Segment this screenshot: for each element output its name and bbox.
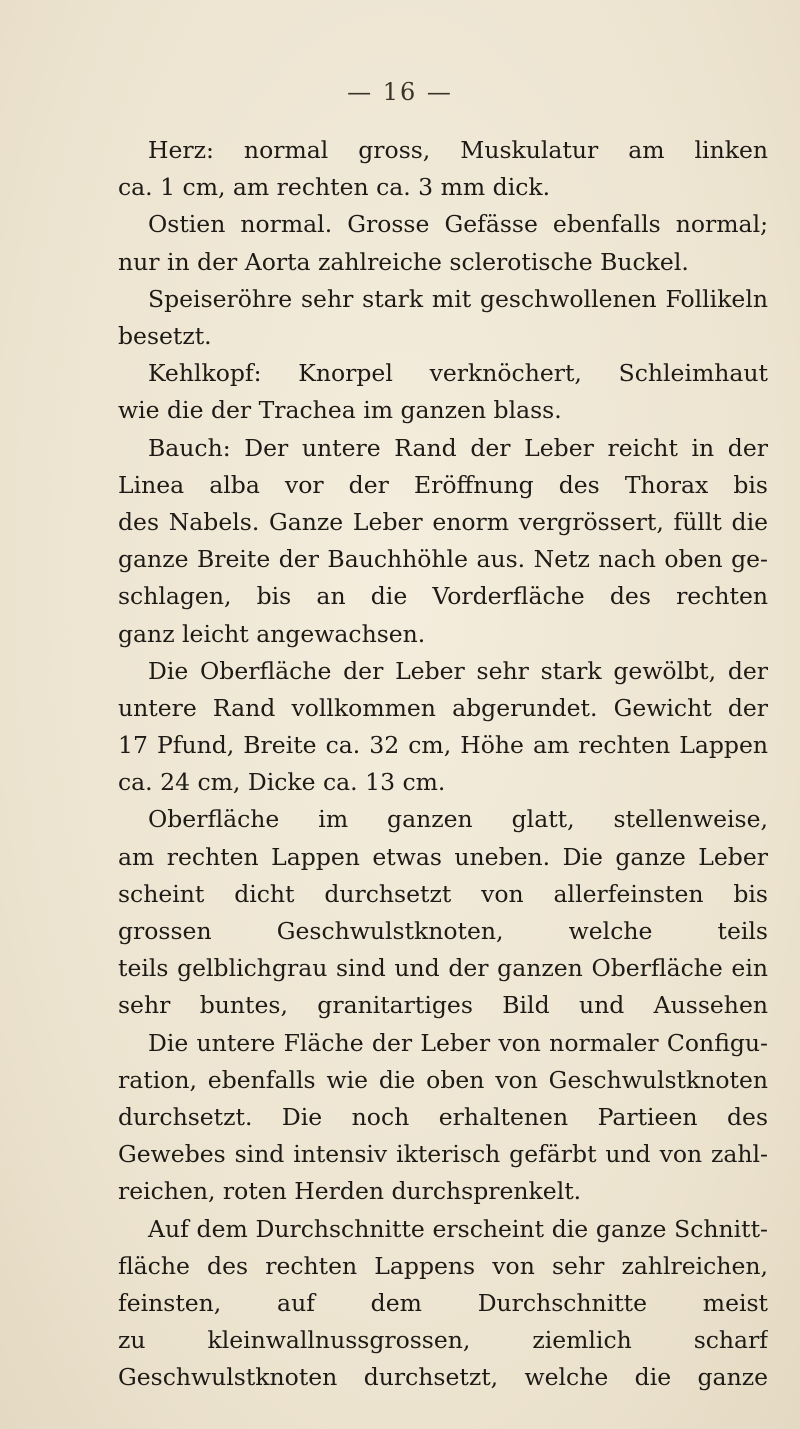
- text-line: Oberfläche im ganzen glatt, stellenweise,: [148, 805, 768, 834]
- text-line: 17 Pfund, Breite ca. 32 cm, Höhe am rechten Lappen: [118, 731, 768, 760]
- text-line: am rechten Lappen etwas uneben. Die ganze Leber: [118, 842, 768, 871]
- text-line: Speiseröhre sehr stark mit geschwollenen Follikeln: [148, 284, 768, 313]
- text-line: Gewebes sind intensiv ikterisch gefärbt und von zahl-: [118, 1140, 768, 1169]
- text-line: fläche des rechten Lappens von sehr zahlreichen,: [118, 1251, 768, 1280]
- text-line: zu kleinwallnussgrossen, ziemlich scharf: [118, 1326, 768, 1355]
- text-line: Ostien normal. Grosse Gefässe ebenfalls normal;: [148, 210, 768, 239]
- text-line: durchsetzt. Die noch erhaltenen Partieen des: [118, 1102, 768, 1131]
- text-line: besetzt.: [118, 321, 212, 350]
- text-line: Bauch: Der untere Rand der Leber reicht in der: [148, 433, 768, 462]
- text-line: schlagen, bis an die Vorderfläche des rechten: [118, 582, 768, 611]
- text-line: ration, ebenfalls wie die oben von Geschwulstknoten: [118, 1065, 768, 1094]
- text-line: Geschwulstknoten durchsetzt, welche die ganze: [118, 1363, 768, 1392]
- text-line: nur in der Aorta zahlreiche sclerotische Buckel.: [118, 247, 689, 276]
- text-line: ca. 1 cm, am rechten ca. 3 mm dick.: [118, 173, 551, 202]
- text-line: Auf dem Durchschnitte erscheint die ganze Schnitt-: [148, 1214, 768, 1243]
- body-text: [118, 132, 768, 1396]
- text-line: Die untere Fläche der Leber von normaler Configu-: [148, 1028, 768, 1057]
- text-line: ganze Breite der Bauchhöhle aus. Netz nach oben ge-: [118, 545, 768, 574]
- text-line: des Nabels. Ganze Leber enorm vergrössert, füllt die: [118, 507, 768, 536]
- text-line: Linea alba vor der Eröffnung des Thorax bis: [118, 470, 768, 499]
- text-line: Herz: normal gross, Muskulatur am linken: [148, 136, 768, 164]
- text-line: scheint dicht durchsetzt von allerfeinsten bis: [118, 879, 768, 908]
- page-number: — 16 —: [347, 78, 453, 106]
- text-line: feinsten, auf dem Durchschnitte meist: [118, 1288, 768, 1317]
- text-line: untere Rand vollkommen abgerundet. Gewicht der: [118, 693, 768, 722]
- text-line: ca. 24 cm, Dicke ca. 13 cm.: [118, 768, 446, 797]
- text-line: Kehlkopf: Knorpel verknöchert, Schleimhaut: [148, 359, 768, 388]
- text-line: sehr buntes, granitartiges Bild und Aussehen: [118, 991, 768, 1020]
- text-line: grossen Geschwulstknoten, welche teils: [118, 917, 768, 946]
- text-line: reichen, roten Herden durchsprenkelt.: [118, 1177, 582, 1206]
- text-line: Die Oberfläche der Leber sehr stark gewölbt, der: [148, 656, 768, 685]
- text-line: wie die der Trachea im ganzen blass.: [118, 396, 562, 425]
- text-line: teils gelblichgrau sind und der ganzen Oberfläche ein: [118, 954, 768, 983]
- text-line: ganz leicht angewachsen.: [118, 619, 426, 648]
